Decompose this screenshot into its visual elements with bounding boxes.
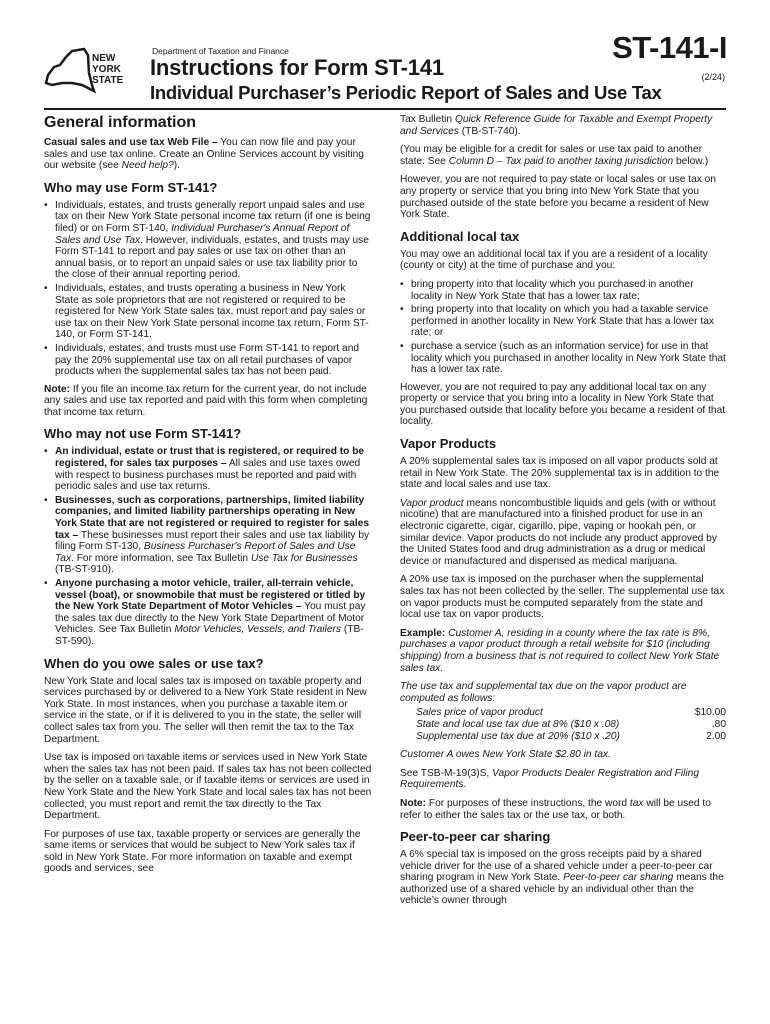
revision-date: (2/24)	[701, 72, 725, 82]
when-heading: When do you owe sales or use tax?	[44, 655, 264, 671]
note-paragraph: Note: If you file an income tax return for the current year, do not include any sales and use tax reported and paid with this form when completing that income tax return.	[44, 383, 368, 418]
local-intro: You may owe an additional local tax if you are a resident of a locality (county or city) at the time of purchase and you:	[400, 248, 708, 272]
vapor-paragraph-3: A 20% use tax is imposed on the purchaser when the supplemental sales tax has not been collected by the seller. The supplemental use tax on vapor products must be computed separately from the state and local use tax on vapor products.	[400, 574, 725, 621]
need-help-link[interactable]: Need help?	[121, 160, 174, 172]
svg-text:YORK: YORK	[92, 64, 121, 75]
header-rule	[44, 108, 726, 110]
left-column	[44, 114, 372, 882]
who-may-list	[44, 200, 372, 378]
list-item: • Individuals, estates, and trusts generally report unpaid sales and use tax on their New York State personal income tax return (if one is being filed) or on Form ST-140, Individual Purchaser's Annual Report of Sales and Use Tax. However, individuals, estates, and trusts may use Form ST-141 to report and pay sales or use tax on other than an annual basis, or to report an unpaid sales or use tax liability prior to the close of their annual reporting period.	[44, 200, 372, 281]
owes-paragraph: Customer A owes New York State $2.80 in tax.	[400, 749, 611, 761]
example-paragraph: Example: Customer A, residing in a county where the tax rate is 8%, purchases a vapor product through a retail website for $10 (including shipping) from a business that is not required to collect New York State sales tax.	[400, 627, 720, 674]
tax-bulletin-paragraph: Tax Bulletin Quick Reference Guide for Taxable and Exempt Property and Services (TB-ST-740).	[400, 114, 713, 137]
general-heading: General information	[44, 114, 197, 131]
vapor-definition: Vapor product means noncombustible liquids and gels (with or without nicotine) that are manufactured into a finished product for use in an electronic cigarette, cigar, cigarillo, pipe, vaping or hookah pen, or similar device. Vapor products do not include any product approved by the United States food and drug administration as a drug or medical device or manufactured and dispensed as medical marijuana.	[400, 497, 717, 567]
credit-paragraph: (You may be eligible for a credit for sales or use tax paid to another state. See Column D – Tax paid to another taxing jurisdiction below.)	[400, 144, 709, 167]
ny-state-outline-icon	[46, 49, 94, 91]
web-file-paragraph: Casual sales and use tax Web File – You can now file and pay your sales and use tax online. Create an Online Services account by visiting our website (see Need help?).	[44, 137, 364, 172]
vapor-heading: Vapor Products	[400, 436, 497, 452]
right-column	[400, 114, 726, 914]
who-may-heading: Who may use Form ST-141?	[44, 179, 218, 195]
who-not-heading: Who may not use Form ST-141?	[44, 426, 242, 442]
p2p-heading: Peer-to-peer car sharing	[400, 829, 551, 845]
calculation-table	[416, 707, 726, 742]
list-item: • Individuals, estates, and trusts operating a business in New York State as sole proprietors that are not registered or required to be registered for New York State sales tax, must report and pay sales or use tax on their New York State personal income tax return, Form ST-140, or Form ST-141.	[44, 283, 372, 341]
table-row: State and local use tax due at 8% ($10 x .08) .80	[416, 718, 726, 730]
page-subtitle: Individual Purchaser’s Periodic Report of Sales and Use Tax	[150, 82, 662, 103]
tsb-paragraph: See TSB-M-19(3)S, Vapor Products Dealer Registration and Filing Requirements.	[400, 767, 699, 791]
who-not-list	[44, 446, 372, 647]
list-item: • bring property into that locality on which you had a taxable service performed in another locality in New York State that has a lower tax rate; or	[400, 304, 726, 339]
computed-paragraph: The use tax and supplemental tax due on the vapor product are computed as follows:	[400, 681, 687, 704]
note-paragraph: Note: For purposes of these instructions, the word tax will be used to refer to either the sales tax or the use tax, or both.	[400, 797, 711, 821]
list-item: • Businesses, such as corporations, partnerships, limited liability companies, and limited liability partnerships operating in New York State that are not registered or required to register for sales tax – These businesses must report their sales and use tax liability by filing Form ST-130, Business Purchaser's Report of Sales and Use Tax. For more information, see Tax Bulletin Use Tax for Businesses (TB-ST-910).	[44, 495, 372, 576]
list-item: • An individual, estate or trust that is registered, or required to be registered, for sales tax purposes – All sales and use taxes owed with respect to business purchases must be reported and paid with periodic sales and use tax returns.	[44, 446, 372, 492]
vapor-paragraph-1: A 20% supplemental sales tax is imposed on all vapor products sold at retail in New York State. The 20% supplemental tax is in addition to the state and local sales and use tax.	[400, 456, 720, 491]
when-paragraph-3: For purposes of use tax, taxable property or services are generally the same items or services that would be subject to New York sales tax if sold in New York State. For more information on taxable and exempt goods and services, see	[44, 828, 361, 875]
svg-text:STATE: STATE	[92, 75, 124, 86]
form-number: ST-141-I	[612, 30, 727, 65]
list-item: • Individuals, estates, and trusts must use Form ST-141 to report and pay the 20% supplemental use tax on all retail purchases of vapor products when the supplemental sales tax has not been paid.	[44, 343, 372, 378]
svg-text:NEW: NEW	[92, 53, 116, 64]
list-item: • Anyone purchasing a motor vehicle, trailer, all-terrain vehicle, vessel (boat), or snowmobile that must be registered or titled by the New York State Department of Motor Vehicles – You must pay the sales tax due directly to the New York State Department of Motor Vehicles. See Tax Bulletin Motor Vehicles, Vessels, and Trailers (TB-ST-590).	[44, 578, 372, 648]
page-title: Instructions for Form ST-141	[150, 55, 444, 80]
list-item: • purchase a service (such as an information service) for use in that locality which you purchased in another locality in New York State that has a lower tax rate.	[400, 341, 726, 376]
nys-logo	[42, 45, 132, 97]
table-row: Sales price of vapor product $10.00	[416, 707, 726, 719]
however-paragraph: However, you are not required to pay state or local sales or use tax on any property or service that you bring into New York State that you purchased outside of the state before you became a resident of New York State.	[400, 174, 716, 221]
when-paragraph-1: New York State and local sales tax is imposed on taxable property and services purchased by or delivered to a New York State resident in New York State. In most instances, when you purchase a taxable item or service in the state, or if it is delivered to you in the state, the seller will collect sales tax from you. The seller will then remit the tax to the Tax Department.	[44, 675, 367, 745]
list-item: • bring property into that locality which you purchased in another locality in New York State that has a lower tax rate;	[400, 279, 726, 302]
table-row: Supplemental use tax due at 20% ($10 x .20) 2.00	[416, 730, 726, 742]
p2p-paragraph: A 6% special tax is imposed on the gross receipts paid by a shared vehicle driver for the use of a shared vehicle under a peer-to-peer car sharing program in New York State. Peer-to-peer car sharing means the authorized use of a shared vehicle by an individual other than the vehicle’s owner through	[400, 849, 724, 907]
local-however-paragraph: However, you are not required to pay any additional local tax on any property or service that you bring into a locality in New York State that you purchased outside that locality before you became a resident of that locality.	[400, 381, 726, 428]
department-name: Department of Taxation and Finance	[152, 46, 289, 56]
local-list	[400, 279, 726, 376]
when-paragraph-2: Use tax is imposed on taxable items or services used in New York State when the sales tax has not been paid. If sales tax has not been collected by the seller on a taxable sale, or if taxable items or services are used in New York State and the New York State and local sales tax has not been collected, you must report and remit the tax directly to the Tax Department.	[44, 752, 372, 822]
local-tax-heading: Additional local tax	[400, 228, 520, 244]
